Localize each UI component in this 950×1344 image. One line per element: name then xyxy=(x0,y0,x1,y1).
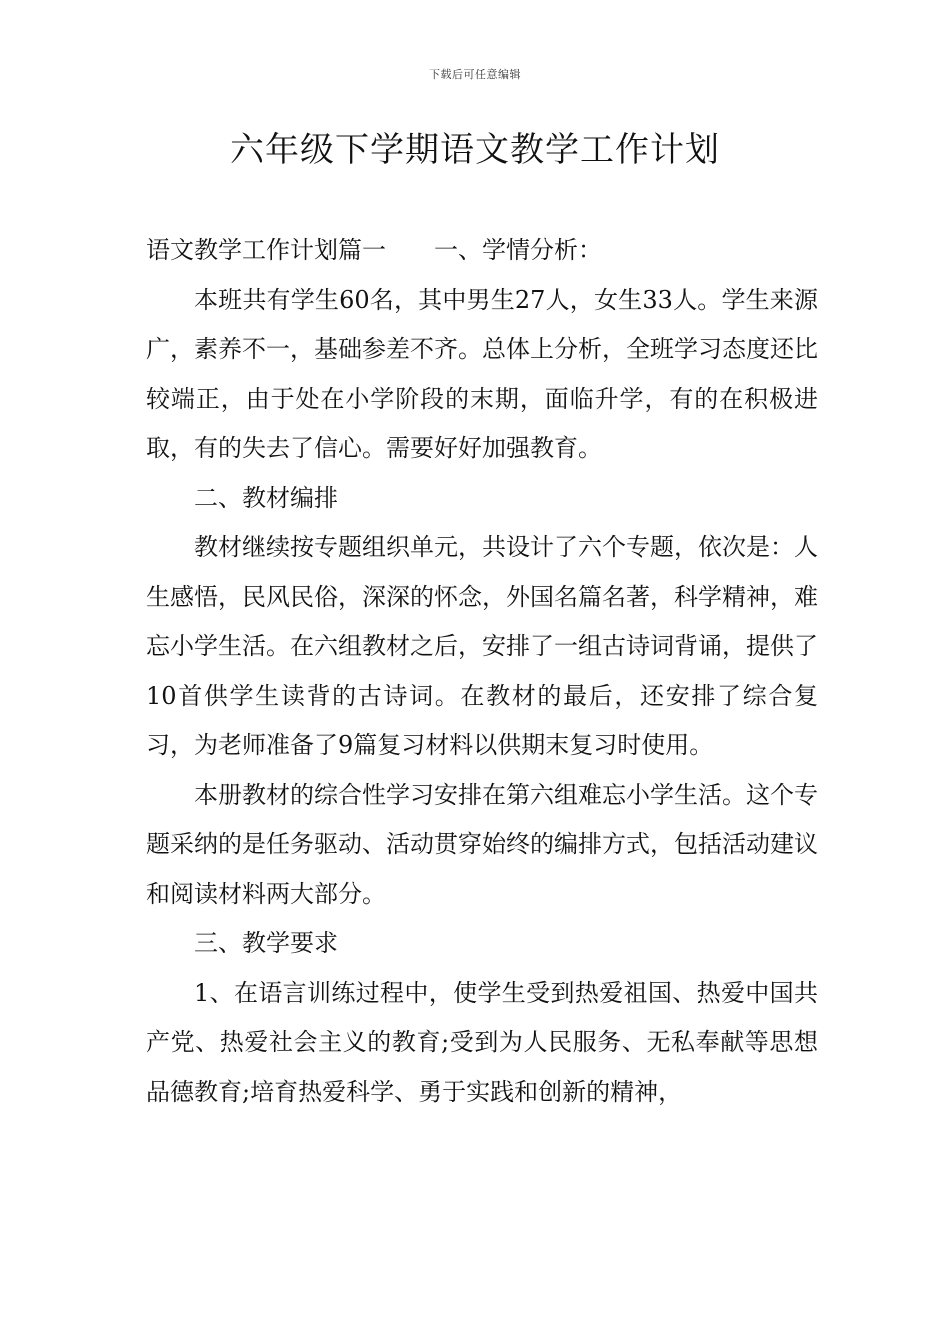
paragraph-student-analysis: 本班共有学生60名，其中男生27人，女生33人。学生来源广，素养不一，基础参差不齐。总体上分析，全班学习态度还比较端正，由于处在小学阶段的末期，面临升学，有的在积极进取，有的失去了信心。需要好好加强教育。 xyxy=(146,285,818,462)
document-title: 六年级下学期语文教学工作计划 xyxy=(230,130,720,170)
paragraph-textbook-layout: 教材继续按专题组织单元，共设计了六个专题，依次是：人生感悟，民风民俗，深深的怀念，外国名篇名著，科学精神，难忘小学生活。在六组教材之后，安排了一组古诗词背诵，提供了10首供学生读背的古诗词。在教材的最后，还安排了综合复习，为老师准备了9篇复习材料以供期末复习时使用。 xyxy=(146,533,818,759)
paragraph-requirement-1: 1、在语言训练过程中，使学生受到热爱祖国、热爱中国共产党、热爱社会主义的教育;受到为人民服务、无私奉献等思想品德教育;培育热爱科学、勇于实践和创新的精神， xyxy=(146,978,818,1106)
section-heading-intro: 语文教学工作计划篇一 一、学情分析： xyxy=(146,236,602,264)
section-heading-requirements: 三、教学要求 xyxy=(194,929,338,957)
document-body xyxy=(146,226,818,1117)
header-note: 下载后可任意编辑 xyxy=(429,68,521,81)
section-heading-textbook: 二、教材编排 xyxy=(194,483,338,512)
paragraph-comprehensive-learning: 本册教材的综合性学习安排在第六组难忘小学生活。这个专题采纳的是任务驱动、活动贯穿始终的编排方式，包括活动建议和阅读材料两大部分。 xyxy=(146,780,818,908)
